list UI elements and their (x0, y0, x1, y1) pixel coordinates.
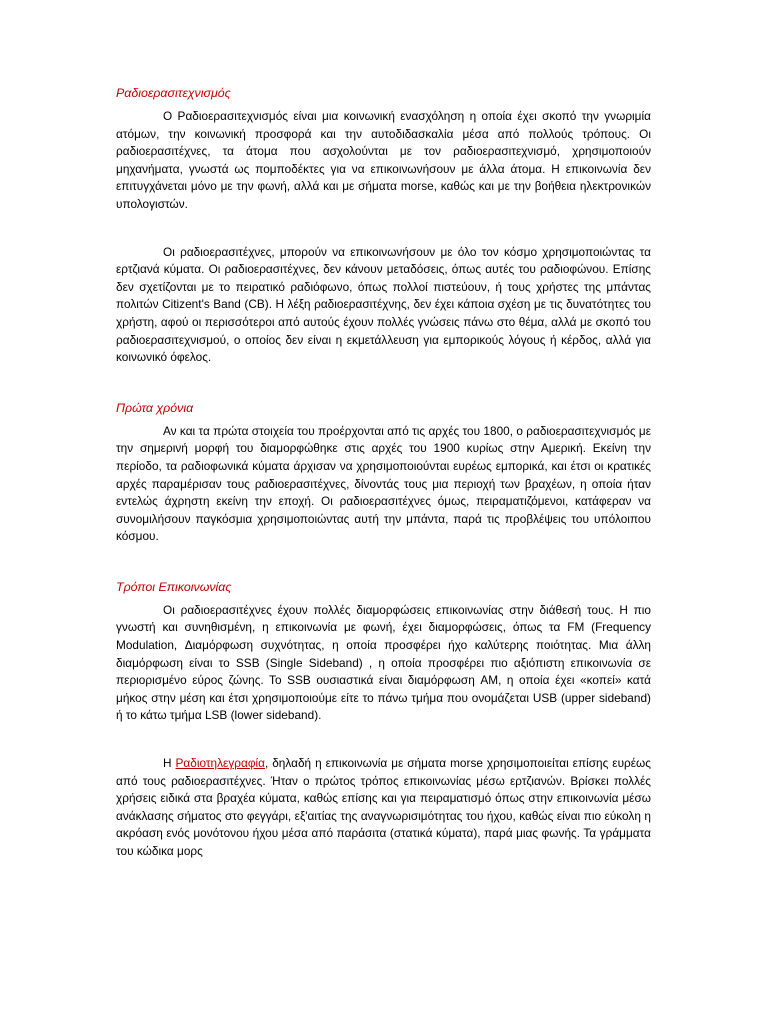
section-heading-communication-modes: Τρόποι Επικοινωνίας (116, 579, 232, 594)
paragraph-worldwide-communication: Οι ραδιοερασιτέχνες, μπορούν να επικοινωνήσουν με όλο τον κόσμο χρησιμοποιώντας τα ερτζιανά κύματα. Οι ραδιοερασιτέχνες, δεν κάνουν μεταδόσεις, όπως αυτές του ραδιοφώνου. Επίσης δεν σχετίζονται με το πειρατικό ραδιόφωνο, όπως πολλοί πιστεύουν, ή τους χρήστες της μπάντας πολιτών Citizent's Band (CB). Η λέξη ραδιοερασιτέχνης, δεν έχει κάποια σχέση με τις δυνατότητες του χρήστη, αφού οι περισσότεροι από αυτούς έχουν πολλές γνώσεις πάνω στο θέμα, αλλά με σκοπό του ραδιοερασιτεχνισμού, ο οποίος δεν είναι η εκμετάλλευση για εμπορικούς λόγους ή κέρδος, αλλά για κοινωνικό όφελος. (116, 244, 651, 365)
paragraph-radiotelegraphy (116, 755, 651, 861)
radiotelegraphy-link[interactable]: Ραδιοτηλεγραφία (175, 756, 265, 771)
document-body (116, 84, 651, 861)
section-heading-early-years: Πρώτα χρόνια (116, 400, 194, 415)
paragraph-modulations: Οι ραδιοερασιτέχνες έχουν πολλές διαμορφώσεις επικοινωνίας στην διάθεσή τους. Η πιο γνωστή και συνηθισμένη, η επικοινωνία με φωνή, έχει διαμορφώσεις, όπως τα FM (Frequency Modulation, Διαμόρφωση συχνότητας, η οποία προσφέρει ήχο καλύτερης ποιότητας. Μια άλλη διαμόρφωση είναι το SSB (Single Sideband) , η οποία προσφέρει πιο αξιόπιστη επικοινωνία σε περιορισμένο εύρος ζώνης. Το SSB ουσιαστικά είναι διαμόρφωση AM, η οποία έχει «κοπεί» κατά μήκος στην μέση και έτσι χρησιμοποιούμε είτε το πάνω τμήμα που ονομάζεται USB (upper sideband) ή το κάτω τμήμα LSB (lower sideband). (116, 602, 651, 723)
paragraph-early-years: Αν και τα πρώτα στοιχεία του προέρχονται από τις αρχές του 1800, ο ραδιοερασιτεχνισμός με την σημερινή μορφή του διαμορφώθηκε στις αρχές του 1900 κυρίως στην Αμερική. Εκείνη την περίοδο, τα ραδιοφωνικά κύματα άρχισαν να χρησιμοποιούνται ευρέως εμπορικά, και έτσι οι κρατικές αρχές παραμέρισαν τους ραδιοερασιτέχνες, δίνοντάς τους μια περιοχή των βραχέων, η οποία ήταν εντελώς άχρηστη εκείνη την εποχή. Οι ραδιοερασιτέχνες όμως, πειραματιζόμενοι, κατάφεραν να συνομιλήσουν παγκόσμια χρησιμοποιώντας αυτή την μπάντα, παρά τις προβλέψεις του υπόλοιπου κόσμου. (116, 423, 651, 544)
section-heading-radio-amateurism: Ραδιοερασιτεχνισμός (116, 86, 231, 100)
paragraph-intro: Ο Ραδιοερασιτεχνισμός είναι μια κοινωνική ενασχόληση η οποία έχει σκοπό την γνωριμία ατόμων, την κοινωνική προσφορά και την αυτοδιδασκαλία μέσα από πολλούς τρόπους. Οι ραδιοερασιτέχνες, τα άτομα που ασχολούνται με τον ραδιοερασιτεχνισμό, χρησιμοποιούν μηχανήματα, γνωστά ως πομποδέκτες για να επικοινωνήσουν με άλλα άτομα. Η επικοινωνία δεν επιτυγχάνεται μόνο με την φωνή, αλλά και με σήματα morse, καθώς και με την βοήθεια ηλεκτρονικών υπολογιστών. (116, 109, 651, 211)
paragraph-radiotelegraphy-text: , δηλαδή η επικοινωνία με σήματα morse χρησιμοποιείται επίσης ευρέως από τους ραδιοερασιτέχνες. Ήταν ο πρώτος τρόπος επικοινωνίας μέσω ερτζιανών. Βρίσκει πολλές χρήσεις ειδικά στα βραχέα κύματα, καθώς επίσης και για πειραματισμό όπως στην επικοινωνία μέσω ανάκλασης σήματος στο φεγγάρι, εξ'αιτίας της αναγνωρισιμότητας του ήχου, καθώς είναι πιο εύκολη η ακρόαση ενός μονότονου ήχου μέσα από παράσιτα (στατικά κύματα), παρά μιας φωνής. Τα γράμματα του κώδικα μορς (116, 756, 651, 858)
paragraph-radiotelegraphy-prefix: Η (163, 756, 176, 771)
